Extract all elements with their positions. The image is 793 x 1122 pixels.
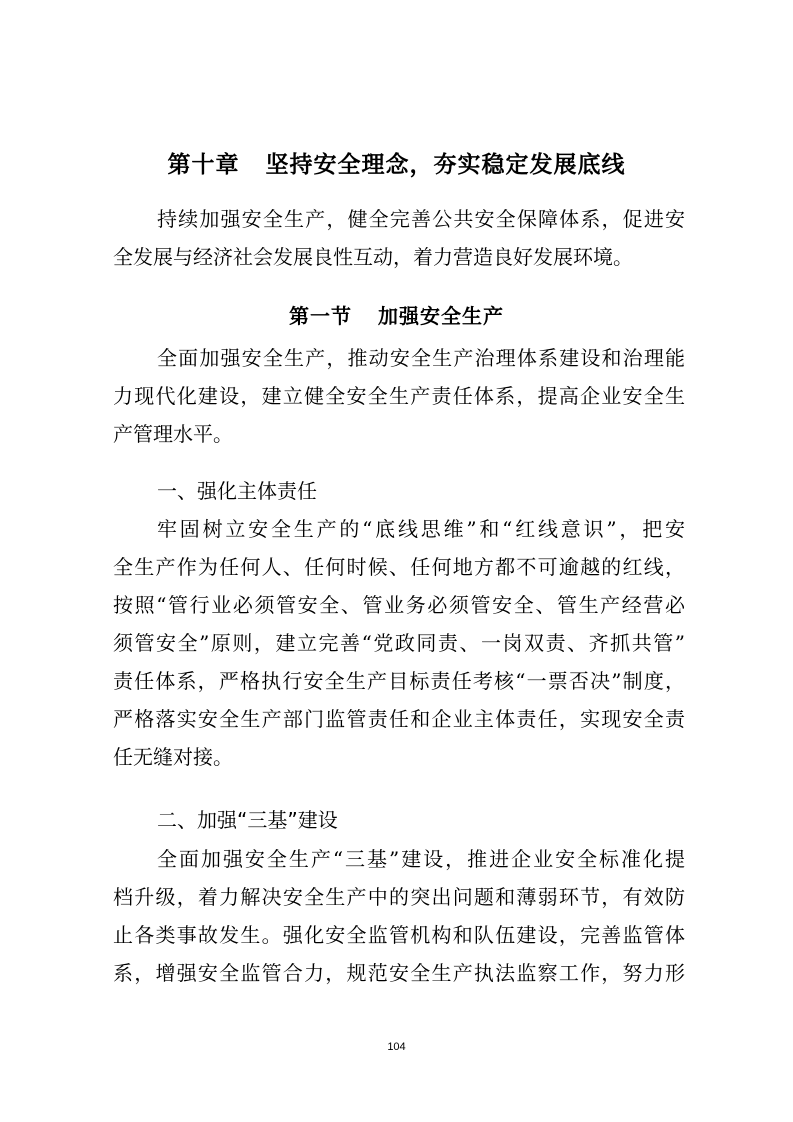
paragraph-line: 责任体系，严格执行安全生产目标责任考核“一票否决”制度， xyxy=(113,669,685,693)
paragraph-line: 按照“管行业必须管安全、管业务必须管安全、管生产经营必 xyxy=(113,593,685,617)
paragraph-line: 持续加强安全生产，健全完善公共安全保障体系，促进安 xyxy=(157,207,685,231)
subsection-heading-2: 二、加强“三基”建设 xyxy=(157,808,338,832)
subsection-1-paragraph xyxy=(113,510,685,776)
paragraph-line: 档升级，着力解决安全生产中的突出问题和薄弱环节，有效防 xyxy=(113,885,685,909)
paragraph-line: 全面加强安全生产，推动安全生产治理体系建设和治理能 xyxy=(157,346,685,370)
paragraph-line: 系，增强安全监管合力，规范安全生产执法监察工作，努力形 xyxy=(113,961,685,985)
paragraph-line: 牢固树立安全生产的“底线思维”和“红线意识”，把安 xyxy=(157,517,685,541)
chapter-intro-paragraph xyxy=(113,200,685,276)
page-number: 104 xyxy=(387,1041,406,1053)
paragraph-line: 产管理水平。 xyxy=(113,422,233,446)
paragraph-line: 止各类事故发生。强化安全监管机构和队伍建设，完善监管体 xyxy=(113,923,685,947)
paragraph-line: 严格落实安全生产部门监管责任和企业主体责任，实现安全责 xyxy=(113,707,685,731)
paragraph-line: 全生产作为任何人、任何时候、任何地方都不可逾越的红线， xyxy=(113,555,685,579)
section-title xyxy=(0,300,793,329)
section-intro-paragraph xyxy=(113,339,685,453)
paragraph-line: 任无缝对接。 xyxy=(113,745,233,769)
section-title-text: 加强安全生产 xyxy=(378,304,504,328)
paragraph-line: 须管安全”原则，建立完善“党政同责、一岗双责、齐抓共管” xyxy=(113,631,685,655)
subsection-2-paragraph xyxy=(113,840,685,992)
chapter-title-text: 坚持安全理念，夯实稳定发展底线 xyxy=(265,152,626,178)
chapter-title xyxy=(0,146,793,179)
subsection-heading-1: 一、强化主体责任 xyxy=(157,479,317,503)
paragraph-line: 力现代化建设，建立健全安全生产责任体系，提高企业安全生 xyxy=(113,384,685,408)
section-number: 第一节 xyxy=(289,304,352,328)
paragraph-line: 全面加强安全生产“三基”建设，推进企业安全标准化提 xyxy=(157,847,685,871)
paragraph-line: 全发展与经济社会发展良性互动，着力营造良好发展环境。 xyxy=(113,245,633,269)
chapter-number: 第十章 xyxy=(167,152,240,178)
